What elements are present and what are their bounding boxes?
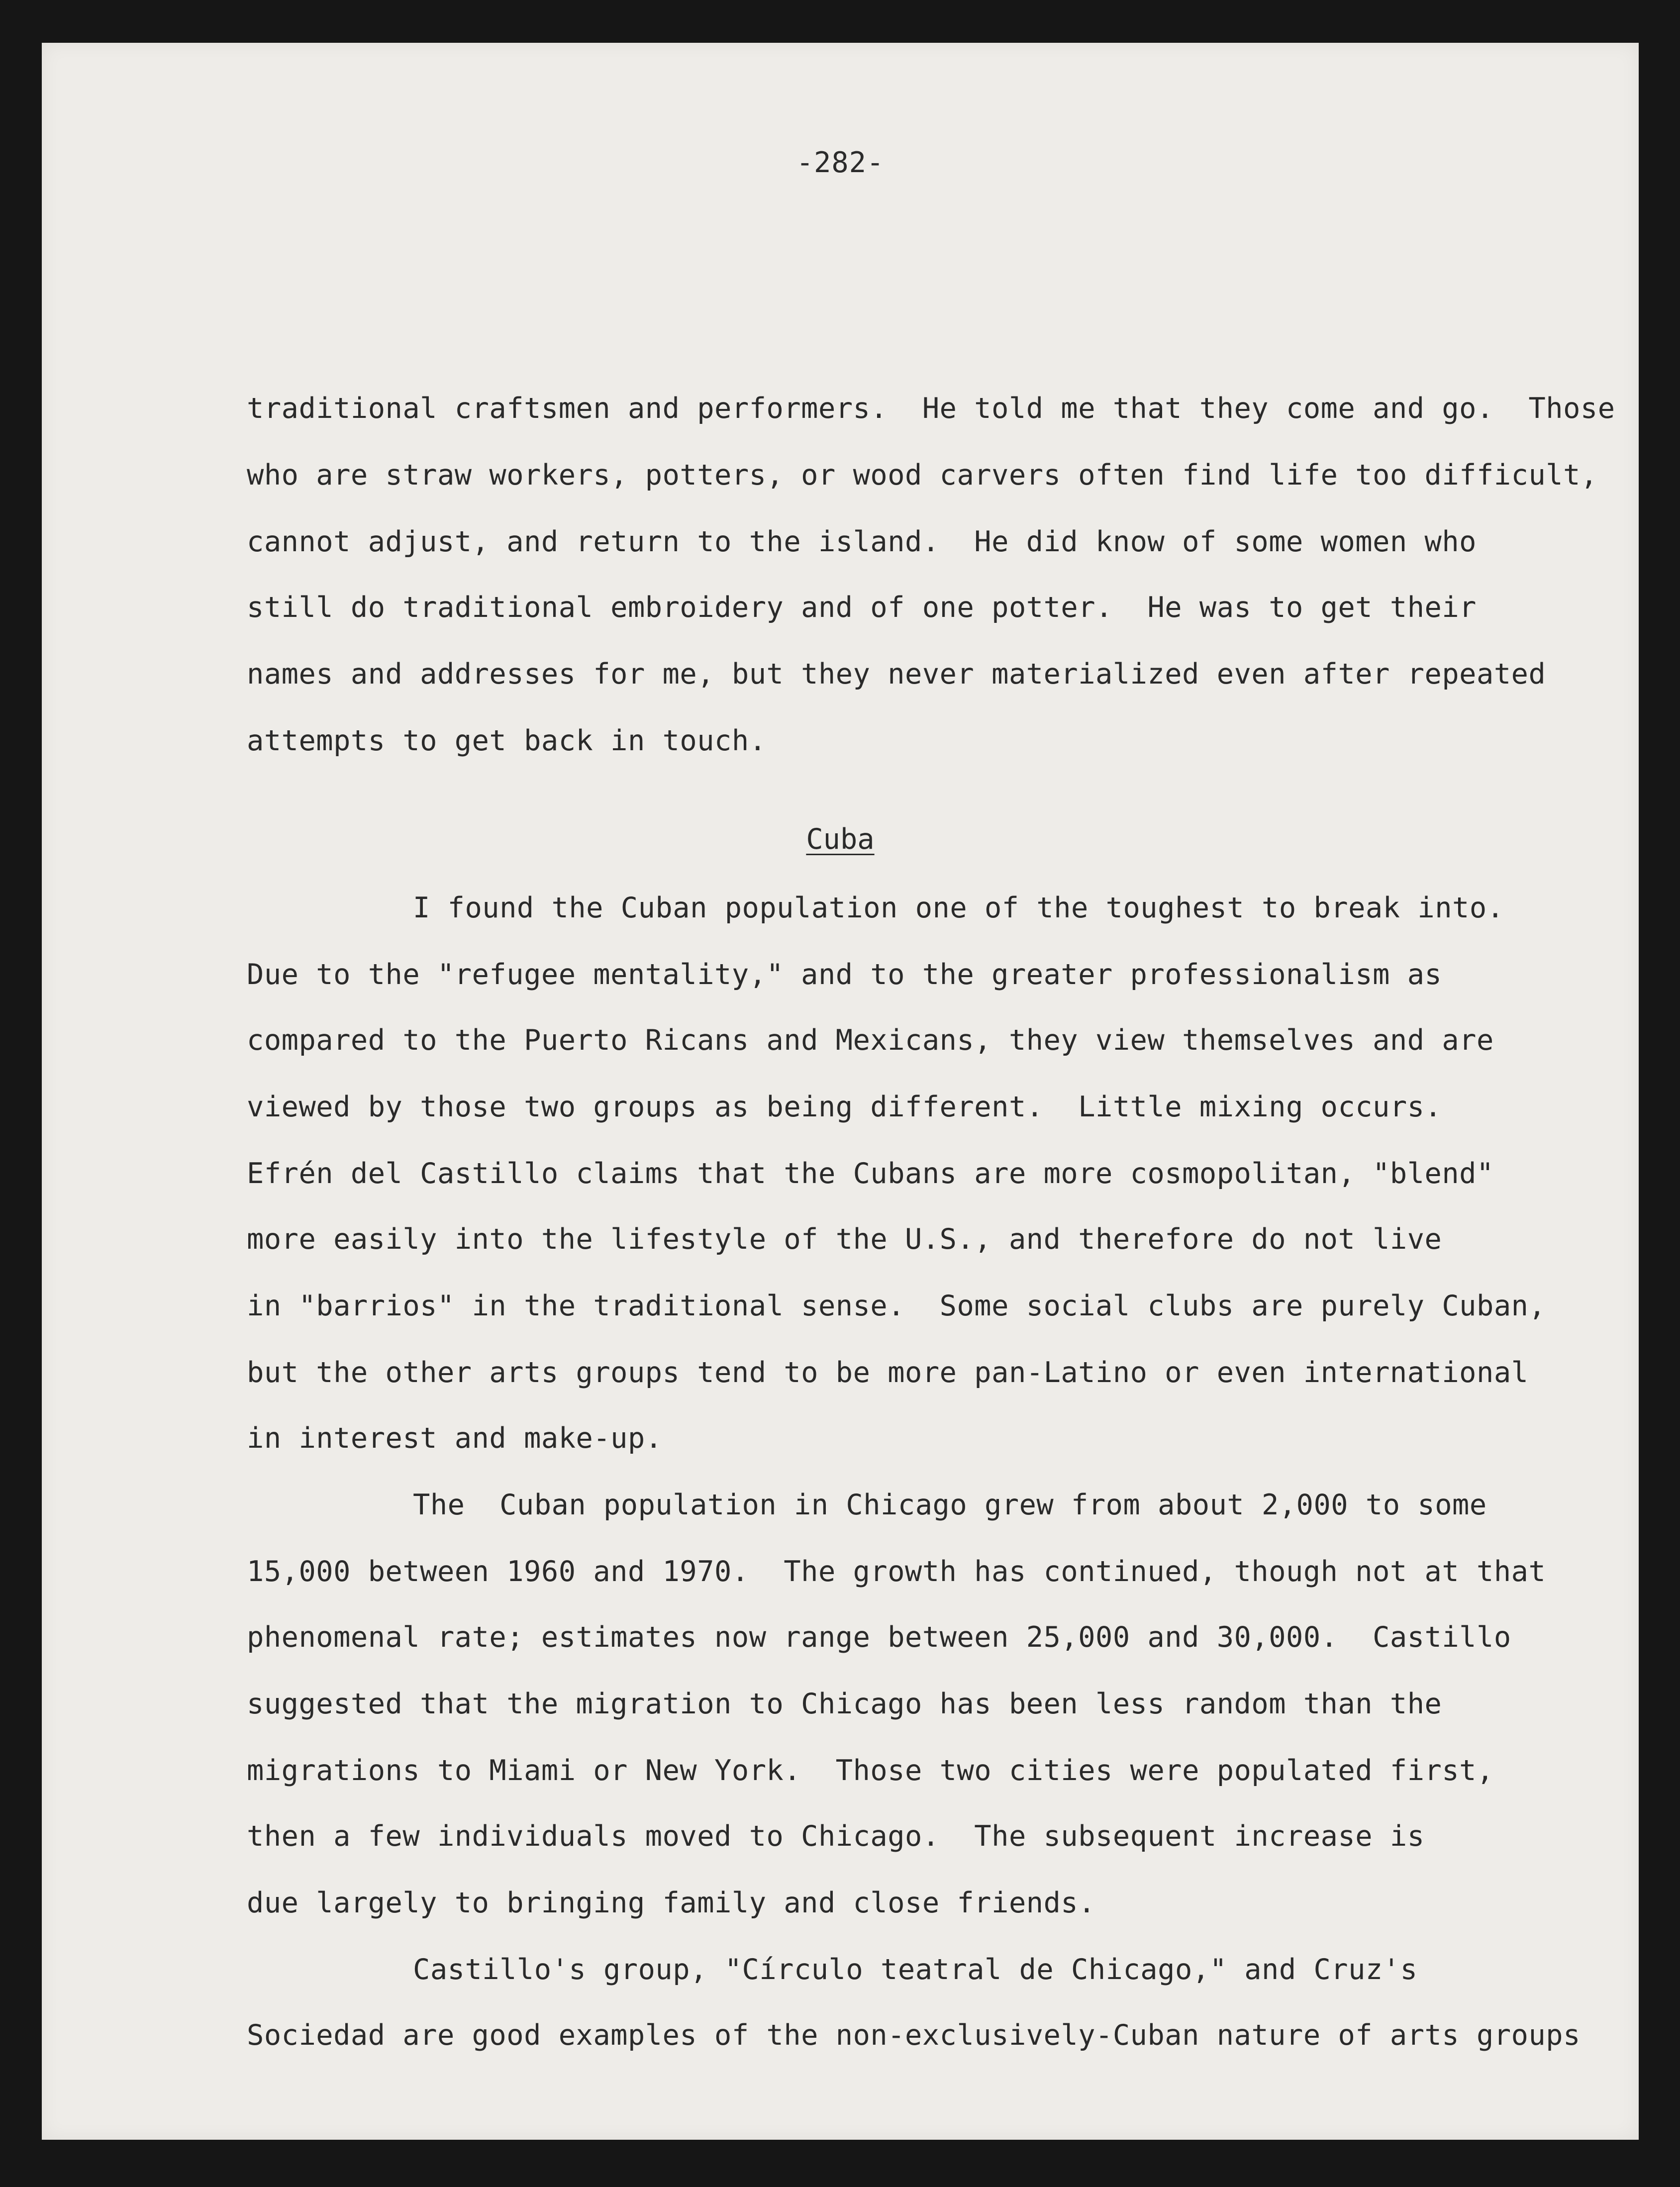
text-line: The Cuban population in Chicago grew from about 2,000 to some <box>413 1489 1487 1521</box>
text-line: Efrén del Castillo claims that the Cubans are more cosmopolitan, "blend" <box>247 1157 1494 1190</box>
text-line: compared to the Puerto Ricans and Mexicans, they view themselves and are <box>247 1024 1494 1057</box>
text-line: Due to the "refugee mentality," and to the greater professionalism as <box>247 958 1442 991</box>
text-line: names and addresses for me, but they never materialized even after repeated <box>247 658 1546 691</box>
text-line: due largely to bringing family and close friends. <box>247 1887 1096 1919</box>
text-line: who are straw workers, potters, or wood carvers often find life too difficult, <box>247 459 1598 492</box>
document-page <box>42 43 1639 2140</box>
text-line: I found the Cuban population one of the toughest to break into. <box>413 892 1504 924</box>
text-line: 15,000 between 1960 and 1970. The growth has continued, though not at that <box>247 1555 1546 1588</box>
text-line: Castillo's group, "Círculo teatral de Chicago," and Cruz's <box>413 1953 1418 1986</box>
text-line: viewed by those two groups as being different. Little mixing occurs. <box>247 1091 1442 1123</box>
text-line: but the other arts groups tend to be more pan-Latino or even international <box>247 1356 1529 1389</box>
text-line: attempts to get back in touch. <box>247 724 767 757</box>
text-line: still do traditional embroidery and of one potter. He was to get their <box>247 591 1477 624</box>
text-line: Sociedad are good examples of the non-exclusively-Cuban nature of arts groups <box>247 2019 1581 2052</box>
text-line: in interest and make-up. <box>247 1422 663 1455</box>
text-line: suggested that the migration to Chicago has been less random than the <box>247 1688 1442 1720</box>
text-line: then a few individuals moved to Chicago. The subsequent increase is <box>247 1820 1425 1853</box>
text-line: cannot adjust, and return to the island. He did know of some women who <box>247 525 1477 558</box>
page-number: -282- <box>796 146 885 179</box>
text-line: migrations to Miami or New York. Those two cities were populated first, <box>247 1754 1494 1787</box>
section-heading: Cuba <box>806 823 875 856</box>
text-line: in "barrios" in the traditional sense. Some social clubs are purely Cuban, <box>247 1290 1546 1322</box>
text-line: traditional craftsmen and performers. He told me that they come and go. Those <box>247 392 1615 425</box>
text-line: phenomenal rate; estimates now range between 25,000 and 30,000. Castillo <box>247 1621 1511 1654</box>
text-line: more easily into the lifestyle of the U.S., and therefore do not live <box>247 1223 1442 1256</box>
